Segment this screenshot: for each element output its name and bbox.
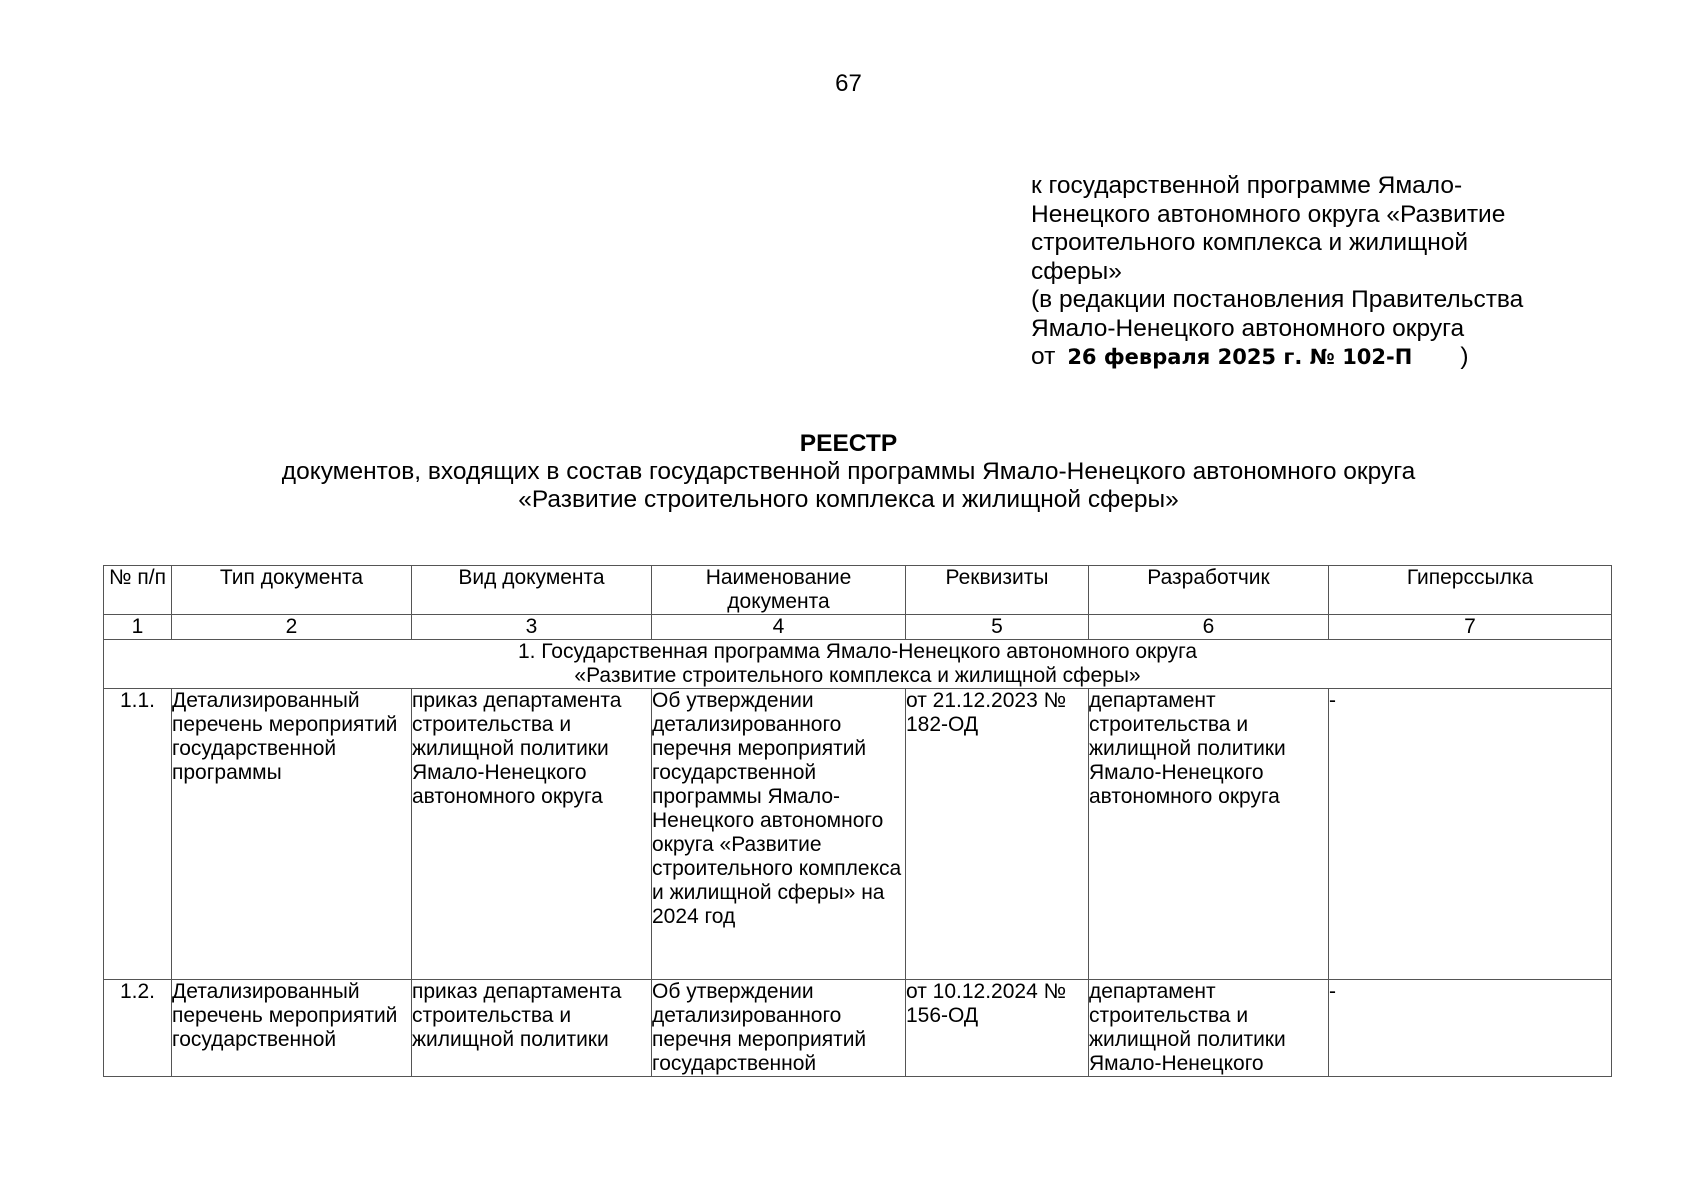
header-cell: Гиперссылка bbox=[1329, 566, 1612, 615]
row-number: 1.1. bbox=[104, 689, 172, 980]
appendix-line: (в редакции постановления Правительства bbox=[1031, 286, 1524, 313]
section-title-line: 1. Государственная программа Ямало-Ненецкого автономного округа bbox=[517, 640, 1198, 663]
header-cell: Разработчик bbox=[1089, 566, 1329, 615]
document-kind: приказ департамента строительства и жилищной политики Ямало-Ненецкого автономного округа bbox=[412, 689, 652, 980]
column-number: 2 bbox=[172, 615, 412, 640]
appendix-line: к государственной программе Ямало- bbox=[1031, 172, 1463, 199]
title-line: документов, входящих в состав государственной программы Ямало-Ненецкого автономного округа bbox=[281, 458, 1416, 485]
column-number: 4 bbox=[652, 615, 906, 640]
header-cell: Вид документа bbox=[412, 566, 652, 615]
document-name: Об утверждении детализированного перечня мероприятий государственной bbox=[652, 980, 906, 1077]
appendix-line: Ненецкого автономного округа «Развитие bbox=[1031, 200, 1506, 228]
document-details: от 10.12.2024 № 156-ОД bbox=[906, 980, 1089, 1077]
date-suffix: ) bbox=[1460, 343, 1469, 370]
section-row bbox=[104, 640, 1612, 689]
date-prefix: от bbox=[1031, 343, 1056, 370]
column-number: 7 bbox=[1329, 615, 1612, 640]
header-row bbox=[104, 566, 1612, 615]
table-row bbox=[104, 689, 1612, 980]
document-developer: департамент строительства и жилищной политики Ямало-Ненецкого автономного округа bbox=[1089, 689, 1329, 980]
appendix-line: сферы» bbox=[1031, 257, 1122, 285]
document-type: Детализированный перечень мероприятий государственной программы bbox=[172, 689, 412, 980]
registry-table bbox=[103, 565, 1612, 1077]
document-developer: департамент строительства и жилищной политики Ямало-Ненецкого bbox=[1089, 980, 1329, 1077]
column-number: 6 bbox=[1089, 615, 1329, 640]
section-cell bbox=[104, 640, 1612, 689]
document-hyperlink: - bbox=[1329, 980, 1612, 1077]
appendix-line: Ямало-Ненецкого автономного округа bbox=[1031, 314, 1465, 342]
document-type: Детализированный перечень мероприятий государственной bbox=[172, 980, 412, 1077]
document-name: Об утверждении детализированного перечня мероприятий государственной программы Ямало-Ненецкого автономного округа «Развитие строительного комплекса и жилищной сферы» на 2024 год bbox=[652, 689, 906, 980]
document-hyperlink: - bbox=[1329, 689, 1612, 980]
header-cell: № п/п bbox=[104, 566, 172, 615]
document-kind: приказ департамента строительства и жилищной политики bbox=[412, 980, 652, 1077]
row-number: 1.2. bbox=[104, 980, 172, 1077]
header-cell: Наименование документа bbox=[652, 566, 906, 615]
header-cell: Тип документа bbox=[172, 566, 412, 615]
document-details: от 21.12.2023 № 182-ОД bbox=[906, 689, 1089, 980]
document-title bbox=[0, 430, 1697, 514]
column-number: 1 bbox=[104, 615, 172, 640]
column-number: 5 bbox=[906, 615, 1089, 640]
header-cell: Реквизиты bbox=[906, 566, 1089, 615]
section-title-line: «Развитие строительного комплекса и жилищной сферы» bbox=[574, 664, 1141, 687]
appendix-block bbox=[1031, 172, 1591, 372]
title-heading: РЕЕСТР bbox=[799, 430, 898, 457]
title-line: «Развитие строительного комплекса и жилищной сферы» bbox=[518, 486, 1179, 513]
column-number-row bbox=[104, 615, 1612, 640]
resolution-date: 26 февраля 2025 г. № 102-П bbox=[1067, 345, 1413, 369]
resolution-date-line bbox=[1031, 343, 1591, 372]
column-number: 3 bbox=[412, 615, 652, 640]
table-row bbox=[104, 980, 1612, 1077]
appendix-line: строительного комплекса и жилищной bbox=[1031, 229, 1469, 256]
page-number: 67 bbox=[835, 70, 862, 97]
